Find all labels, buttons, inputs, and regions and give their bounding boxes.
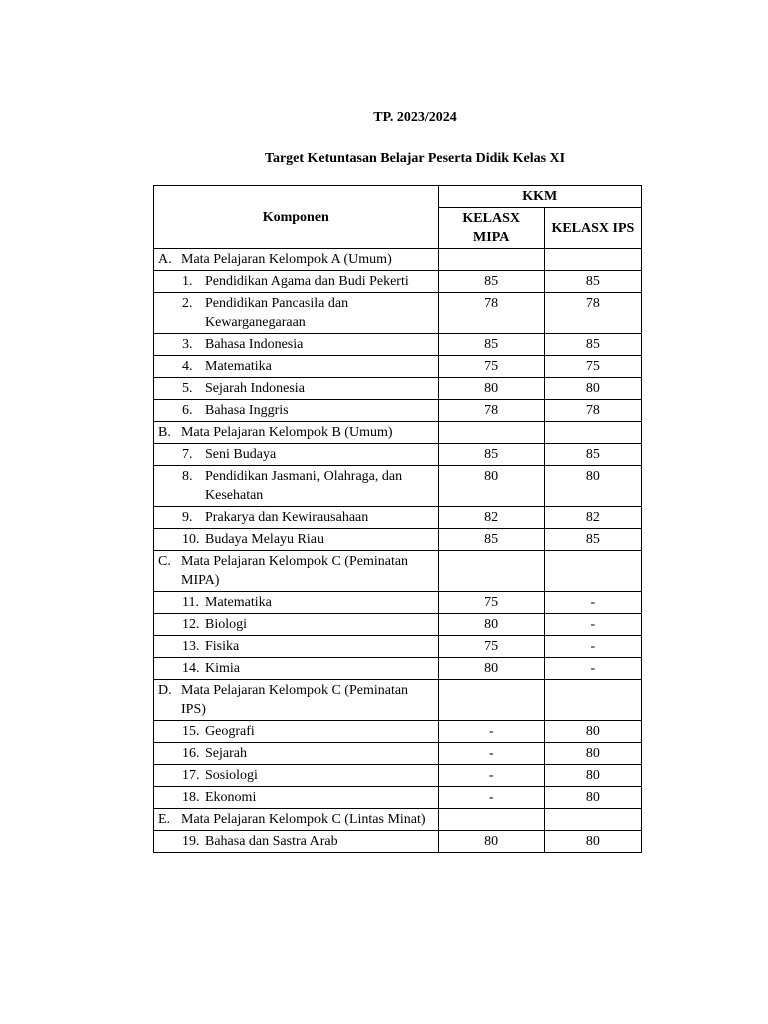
komponen-cell xyxy=(154,743,439,765)
kkm-mipa-cell: - xyxy=(438,765,544,787)
table-row xyxy=(154,378,642,400)
komponen-cell xyxy=(154,809,439,831)
header-kelas-mipa: KELASX MIPA xyxy=(438,208,544,249)
subject-name: Bahasa Inggris xyxy=(205,403,289,418)
table-row xyxy=(154,765,642,787)
table-row xyxy=(154,614,642,636)
group-label: E. xyxy=(158,812,171,827)
kkm-ips-cell: 78 xyxy=(544,293,641,334)
kkm-mipa-cell: 85 xyxy=(438,444,544,466)
komponen-cell xyxy=(154,249,439,271)
kkm-table xyxy=(153,185,642,853)
komponen-cell xyxy=(154,592,439,614)
item-number: 4. xyxy=(182,359,193,374)
table-row xyxy=(154,787,642,809)
kkm-mipa-cell: 80 xyxy=(438,466,544,507)
subject-name: Geografi xyxy=(205,724,255,739)
item-number: 15. xyxy=(182,724,200,739)
table-row xyxy=(154,466,642,507)
kkm-ips-cell: - xyxy=(544,592,641,614)
group-title: Mata Pelajaran Kelompok C (Peminatan MIPA) xyxy=(181,554,409,588)
subject-name: Pendidikan Jasmani, Olahraga, dan Kesehatan xyxy=(205,469,403,503)
kkm-mipa-cell xyxy=(438,551,544,592)
group-title: Mata Pelajaran Kelompok C (Lintas Minat) xyxy=(181,812,426,827)
kkm-ips-cell: - xyxy=(544,614,641,636)
subject-name: Matematika xyxy=(205,595,272,610)
header-komponen: Komponen xyxy=(154,186,439,249)
kkm-ips-cell: 75 xyxy=(544,356,641,378)
komponen-cell xyxy=(154,658,439,680)
table-row xyxy=(154,592,642,614)
kkm-ips-cell: 80 xyxy=(544,378,641,400)
kkm-mipa-cell: 80 xyxy=(438,614,544,636)
item-number: 18. xyxy=(182,790,200,805)
kkm-mipa-cell xyxy=(438,249,544,271)
table-row xyxy=(154,529,642,551)
komponen-cell xyxy=(154,636,439,658)
subject-name: Pendidikan Pancasila dan Kewarganegaraan xyxy=(205,296,349,330)
item-number: 10. xyxy=(182,532,200,547)
subject-name: Seni Budaya xyxy=(205,447,277,462)
kkm-mipa-cell: 78 xyxy=(438,400,544,422)
komponen-cell xyxy=(154,507,439,529)
item-number: 2. xyxy=(182,296,193,311)
table-body xyxy=(154,249,642,853)
kkm-ips-cell xyxy=(544,249,641,271)
document-year: TP. 2023/2024 xyxy=(373,110,457,125)
table-row xyxy=(154,743,642,765)
komponen-cell xyxy=(154,466,439,507)
group-row xyxy=(154,680,642,721)
item-number: 3. xyxy=(182,337,193,352)
komponen-cell xyxy=(154,356,439,378)
document-title: Target Ketuntasan Belajar Peserta Didik Kelas XI xyxy=(264,151,566,166)
item-number: 9. xyxy=(182,510,193,525)
table-row xyxy=(154,334,642,356)
kkm-ips-cell: 85 xyxy=(544,334,641,356)
table-row xyxy=(154,444,642,466)
table-row xyxy=(154,636,642,658)
kkm-mipa-cell: 85 xyxy=(438,529,544,551)
subject-name: Sejarah xyxy=(205,746,247,761)
komponen-cell xyxy=(154,444,439,466)
kkm-mipa-cell: 85 xyxy=(438,271,544,293)
komponen-cell xyxy=(154,787,439,809)
kkm-ips-cell: - xyxy=(544,636,641,658)
group-title: Mata Pelajaran Kelompok B (Umum) xyxy=(181,425,393,440)
table-row xyxy=(154,721,642,743)
group-label: B. xyxy=(158,425,171,440)
kkm-mipa-cell xyxy=(438,422,544,444)
kkm-ips-cell: 85 xyxy=(544,529,641,551)
kkm-mipa-cell: 75 xyxy=(438,592,544,614)
subject-name: Ekonomi xyxy=(205,790,257,805)
komponen-cell xyxy=(154,614,439,636)
komponen-cell xyxy=(154,721,439,743)
komponen-cell xyxy=(154,831,439,853)
kkm-ips-cell: 85 xyxy=(544,444,641,466)
kkm-ips-cell: 80 xyxy=(544,466,641,507)
group-label: C. xyxy=(158,554,171,569)
kkm-ips-cell: 80 xyxy=(544,831,641,853)
group-title: Mata Pelajaran Kelompok A (Umum) xyxy=(181,252,392,267)
kkm-mipa-cell: - xyxy=(438,721,544,743)
komponen-cell xyxy=(154,765,439,787)
item-number: 6. xyxy=(182,403,193,418)
header-kkm: KKM xyxy=(438,186,641,208)
subject-name: Sejarah Indonesia xyxy=(205,381,305,396)
kkm-mipa-cell: 82 xyxy=(438,507,544,529)
kkm-mipa-cell: 80 xyxy=(438,831,544,853)
kkm-mipa-cell xyxy=(438,680,544,721)
subject-name: Pendidikan Agama dan Budi Pekerti xyxy=(205,274,409,289)
kkm-mipa-cell: 78 xyxy=(438,293,544,334)
kkm-mipa-cell: 75 xyxy=(438,636,544,658)
item-number: 14. xyxy=(182,661,200,676)
table-row xyxy=(154,507,642,529)
kkm-mipa-cell xyxy=(438,809,544,831)
table-row xyxy=(154,400,642,422)
kkm-mipa-cell: - xyxy=(438,787,544,809)
subject-name: Biologi xyxy=(205,617,248,632)
subject-name: Kimia xyxy=(205,661,240,676)
kkm-ips-cell xyxy=(544,680,641,721)
komponen-cell xyxy=(154,551,439,592)
group-row xyxy=(154,551,642,592)
kkm-mipa-cell: 80 xyxy=(438,378,544,400)
item-number: 16. xyxy=(182,746,200,761)
subject-name: Prakarya dan Kewirausahaan xyxy=(205,510,369,525)
item-number: 13. xyxy=(182,639,200,654)
header-kelas-ips: KELASX IPS xyxy=(544,208,641,249)
kkm-ips-cell: 80 xyxy=(544,787,641,809)
subject-name: Sosiologi xyxy=(205,768,258,783)
kkm-ips-cell: 80 xyxy=(544,743,641,765)
komponen-cell xyxy=(154,422,439,444)
komponen-cell xyxy=(154,334,439,356)
group-row xyxy=(154,422,642,444)
kkm-ips-cell xyxy=(544,551,641,592)
komponen-cell xyxy=(154,529,439,551)
subject-name: Fisika xyxy=(205,639,240,654)
kkm-ips-cell: - xyxy=(544,658,641,680)
item-number: 1. xyxy=(182,274,193,289)
komponen-cell xyxy=(154,680,439,721)
table-row xyxy=(154,831,642,853)
table-row xyxy=(154,293,642,334)
group-title: Mata Pelajaran Kelompok C (Peminatan IPS) xyxy=(181,683,409,717)
kkm-ips-cell: 82 xyxy=(544,507,641,529)
kkm-ips-cell xyxy=(544,809,641,831)
group-row xyxy=(154,249,642,271)
group-label: D. xyxy=(158,683,172,698)
item-number: 19. xyxy=(182,834,200,849)
table-row xyxy=(154,658,642,680)
komponen-cell xyxy=(154,271,439,293)
item-number: 7. xyxy=(182,447,193,462)
kkm-mipa-cell: 80 xyxy=(438,658,544,680)
table-row xyxy=(154,271,642,293)
group-row xyxy=(154,809,642,831)
group-label: A. xyxy=(158,252,172,267)
komponen-cell xyxy=(154,378,439,400)
item-number: 12. xyxy=(182,617,200,632)
komponen-cell xyxy=(154,293,439,334)
kkm-mipa-cell: 85 xyxy=(438,334,544,356)
item-number: 11. xyxy=(182,595,199,610)
kkm-ips-cell: 80 xyxy=(544,721,641,743)
subject-name: Bahasa Indonesia xyxy=(205,337,304,352)
subject-name: Budaya Melayu Riau xyxy=(205,532,324,547)
item-number: 8. xyxy=(182,469,193,484)
kkm-ips-cell: 85 xyxy=(544,271,641,293)
kkm-mipa-cell: 75 xyxy=(438,356,544,378)
komponen-cell xyxy=(154,400,439,422)
item-number: 17. xyxy=(182,768,200,783)
kkm-mipa-cell: - xyxy=(438,743,544,765)
subject-name: Bahasa dan Sastra Arab xyxy=(205,834,338,849)
subject-name: Matematika xyxy=(205,359,272,374)
table-row xyxy=(154,356,642,378)
kkm-ips-cell: 78 xyxy=(544,400,641,422)
kkm-ips-cell: 80 xyxy=(544,765,641,787)
item-number: 5. xyxy=(182,381,193,396)
kkm-ips-cell xyxy=(544,422,641,444)
